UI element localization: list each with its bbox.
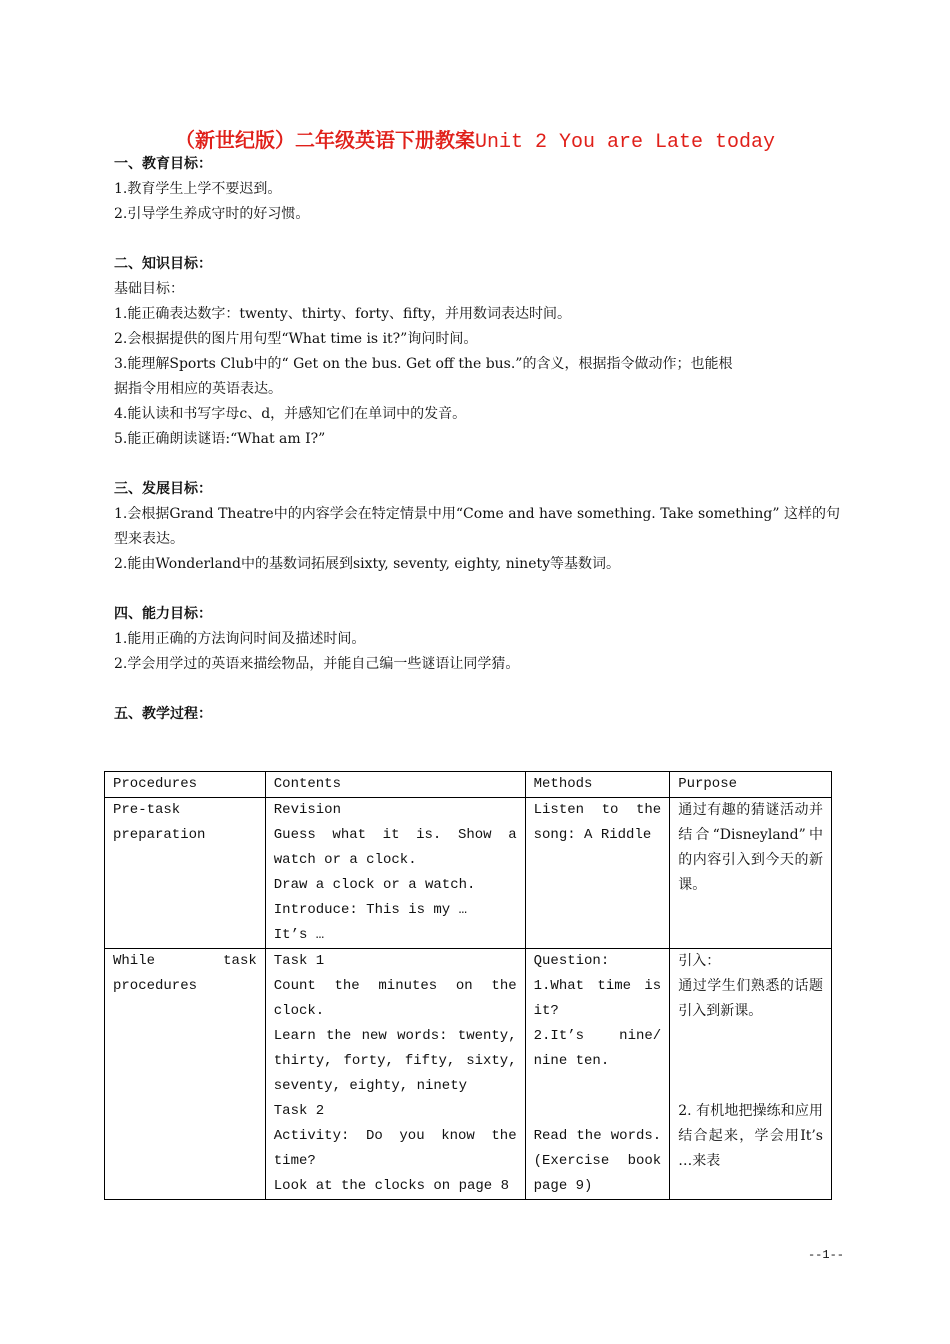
section-4-line: 1.能用正确的方法询问时间及描述时间。 <box>114 631 366 647</box>
section-heading-5: 五、教学过程： <box>114 706 212 722</box>
section-2-line: 5.能正确朗读谜语:“What am I?” <box>114 431 326 447</box>
header-methods: Methods <box>525 772 670 798</box>
section-heading-2: 二、知识目标： <box>114 256 212 272</box>
purpose-cell <box>670 798 832 949</box>
section-heading-3: 三、发展目标： <box>114 481 212 497</box>
contents-line: Activity: Do you know the time? <box>273 1128 517 1169</box>
contents-line: Guess what it is. Show a watch or a clock. <box>273 827 517 868</box>
section-2-line: 2.会根据提供的图片用句型“What time is it?”询问时间。 <box>114 331 478 347</box>
methods-line: Listen to the song: A Riddle <box>533 802 662 843</box>
section-4-line: 2.学会用学过的英语来描绘物品，并能自己编一些谜语让同学猜。 <box>114 656 520 672</box>
methods-cell <box>525 798 670 949</box>
teaching-process-table <box>104 771 832 1200</box>
document-body <box>114 152 840 727</box>
purpose-line: 通过有趣的猜谜活动并结合“Disneyland”中的内容引入到今天的新课。 <box>678 802 823 893</box>
purpose-line: 通过学生们熟悉的话题引入到新课。 <box>678 978 823 1019</box>
methods-spacer <box>534 1074 662 1124</box>
contents-line: It’s … <box>273 927 325 943</box>
document-title <box>0 124 950 154</box>
header-purpose: Purpose <box>670 772 832 798</box>
section-2-line: 基础目标： <box>114 281 184 297</box>
section-2-line: 3.能理解Sports Club中的“ Get on the bus. Get off the bus.”的含义，根据指令做动作；也能根 <box>114 356 733 372</box>
header-procedures: Procedures <box>105 772 266 798</box>
methods-line: Read the words. (Exercise book page 9) <box>533 1128 662 1194</box>
methods-line: 1.What time is it? <box>533 978 662 1019</box>
contents-line: Learn the new words: twenty, thirty, forty, fifty, sixty, seventy, eighty, ninety <box>273 1028 517 1094</box>
contents-line: Task 2 <box>273 1103 325 1119</box>
contents-line: Introduce: This is my … <box>273 902 467 918</box>
header-contents: Contents <box>265 772 525 798</box>
section-1-line: 2.引导学生养成守时的好习惯。 <box>114 206 310 222</box>
section-heading-1: 一、教育目标： <box>114 156 212 172</box>
section-3-line: 1.会根据Grand Theatre中的内容学会在特定情景中用“Come and have something. Take something” 这样的句型来表达。 <box>114 506 840 547</box>
section-2-line: 1.能正确表达数字：twenty、thirty、forty、fifty，并用数词表达时间。 <box>114 306 572 322</box>
procedure-line: preparation <box>113 827 206 843</box>
purpose-line: 2. 有机地把操练和应用结合起来，学会用It’s …来表 <box>678 1103 823 1169</box>
contents-line: Revision <box>273 802 341 818</box>
title-suffix: Unit 2 You are Late today <box>474 131 776 154</box>
contents-line: Draw a clock or a watch. <box>273 877 476 893</box>
contents-cell <box>265 949 525 1200</box>
section-3-line: 2.能由Wonderland中的基数词拓展到sixty, seventy, eighty, ninety等基数词。 <box>114 556 621 572</box>
procedure-line: Pre-task <box>113 802 181 818</box>
procedure-line: While task procedures <box>113 953 257 994</box>
purpose-cell <box>670 949 832 1200</box>
methods-line: 2.It’s nine/ nine ten. <box>533 1028 662 1069</box>
section-heading-4: 四、能力目标： <box>114 606 212 622</box>
purpose-line: 引入： <box>678 953 721 969</box>
page-number: --1-- <box>807 1248 844 1262</box>
table-header-row <box>105 772 832 798</box>
methods-line: Question: <box>533 953 610 969</box>
procedure-cell <box>105 949 266 1200</box>
table-row <box>105 798 832 949</box>
contents-cell <box>265 798 525 949</box>
contents-line: Look at the clocks on page 8 <box>273 1178 510 1194</box>
section-2-line: 据指令用相应的英语表达。 <box>114 381 282 397</box>
procedure-cell <box>105 798 266 949</box>
title-prefix: （新世纪版）二年级英语下册教案 <box>174 128 475 152</box>
table-row <box>105 949 832 1200</box>
section-1-line: 1.教育学生上学不要迟到。 <box>114 181 282 197</box>
purpose-spacer <box>678 1024 823 1099</box>
contents-line: Count the minutes on the clock. <box>273 978 517 1019</box>
section-2-line: 4.能认读和书写字母c、d，并感知它们在单词中的发音。 <box>114 406 467 422</box>
contents-line: Task 1 <box>273 953 325 969</box>
methods-cell <box>525 949 670 1200</box>
